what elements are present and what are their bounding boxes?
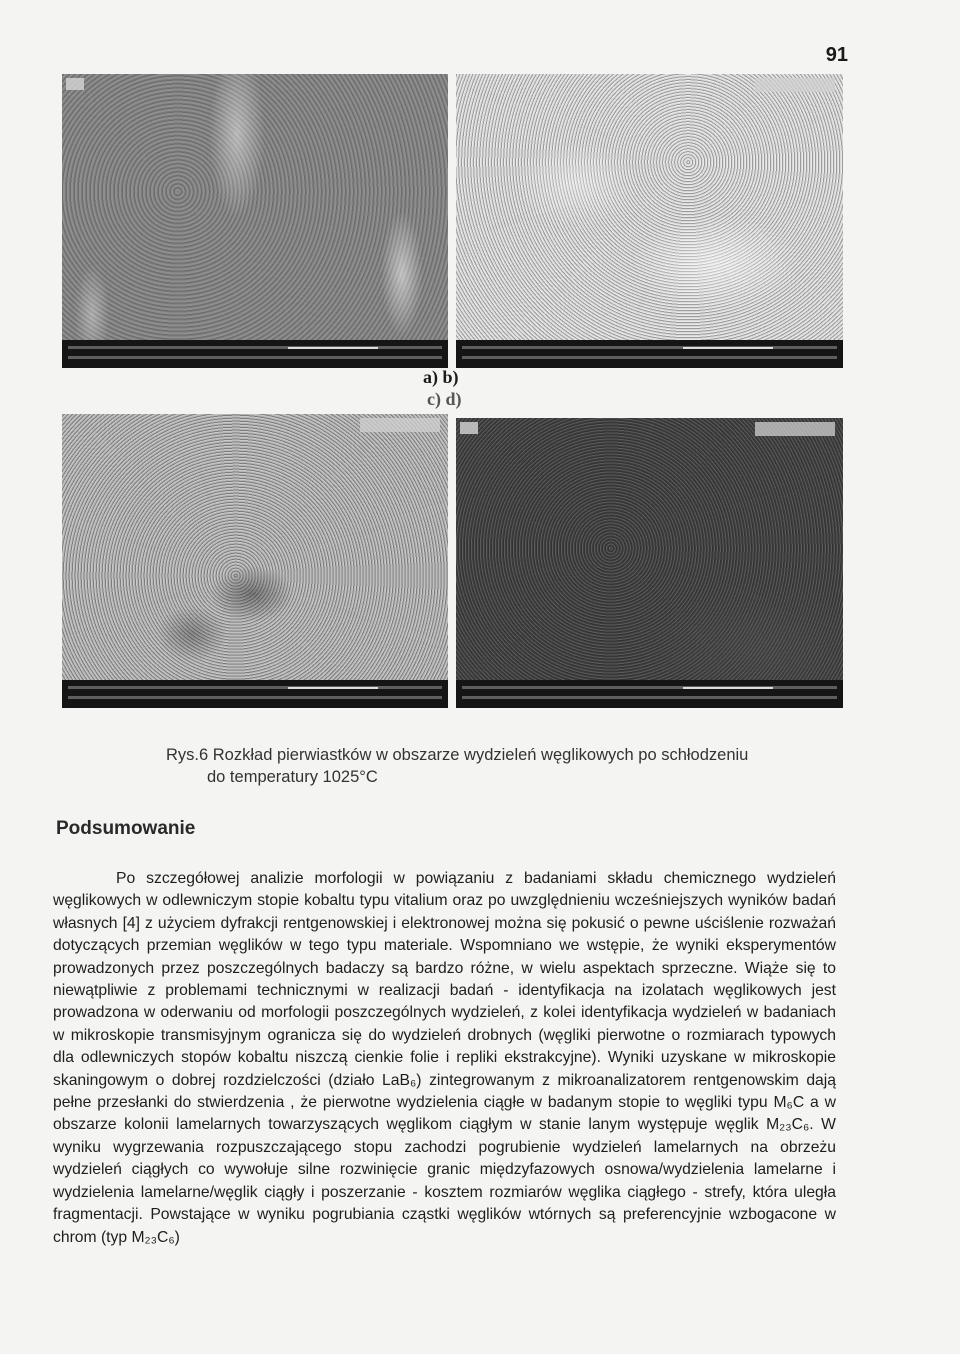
micrograph-a <box>62 74 448 368</box>
micrograph-a-scalebar <box>288 347 378 349</box>
panel-labels-ab: a) b) <box>423 367 459 387</box>
micrograph-c-databar <box>62 680 448 708</box>
micrograph-c-tag <box>360 418 440 432</box>
databar-line <box>68 346 442 349</box>
micrograph-b <box>456 74 843 368</box>
micrograph-b-databar <box>456 340 843 368</box>
micrograph-b-texture <box>456 74 843 368</box>
micrograph-a-texture <box>62 74 448 368</box>
caption-line-2: do temperatury 1025°C <box>207 768 378 786</box>
databar-line <box>68 356 442 359</box>
micrograph-c-scalebar <box>288 687 378 689</box>
databar-line <box>68 696 442 699</box>
panel-labels-cd: c) d) <box>427 389 462 409</box>
body-text <box>53 868 836 1249</box>
page-number: 91 <box>825 44 848 66</box>
databar-line <box>462 356 837 359</box>
databar-line <box>462 346 837 349</box>
micrograph-c-texture <box>62 414 448 708</box>
micrograph-d-tag <box>460 422 478 434</box>
micrograph-a-databar <box>62 340 448 368</box>
micrograph-c <box>62 414 448 708</box>
caption-line-1: Rys.6 Rozkład pierwiastków w obszarze wydzieleń węglikowych po schłodzeniu <box>166 746 749 764</box>
micrograph-b-scalebar <box>683 347 773 349</box>
micrograph-d-databar <box>456 680 843 708</box>
micrograph-d <box>456 418 843 708</box>
databar-line <box>462 696 837 699</box>
micrograph-a-tag <box>66 78 84 90</box>
databar-line <box>68 686 442 689</box>
micrograph-d-tag-right <box>755 422 835 436</box>
databar-line <box>462 686 837 689</box>
paragraph: Po szczegółowej analizie morfologii w powiązaniu z badaniami składu chemicznego wydzieleń węglikowych w odlewniczym stopie kobaltu typu vitalium oraz po uwzględnieniu wcześniejszych wyników badań własnych [4] z użyciem dyfrakcji rentgenowskiej i elektronowej można się pokusić o pewne uściślenie rozważań dotyczących przemian węglików w tego typu materiale. Wspomniano we wstępie, że wyniki eksperymentów prowadzonych przez poszczególnych badaczy są bardzo różne, w wielu aspektach sprzeczne. Wiąże się to niewątpliwie z problemami technicznymi w realizacji badań - identyfikacja na izolatach węglikowych jest prowadzona w oderwaniu od morfologii poszczególnych wydzieleń, z kolei identyfikacja wydzieleń w badaniach w mikroskopie transmisyjnym ogranicza się do wydzieleń drobnych (węgliki pierwotne o rozmiarach typowych dla odlewniczych stopów kobaltu niszczą cienkie folie i repliki ekstrakcyjne). Wyniki uzyskane w mikroskopie skaningowym o dobrej rozdzielczości (działo LaB₆) zintegrowanym z mikroanalizatorem rentgenowskim dają pełne przesłanki do stwierdzenia , że pierwotne wydzielenia ciągłe w badanym stopie to węgliki typu M₆C a w obszarze kolonii lamelarnych towarzyszących węglikom ciągłym w stanie lanym występuje węglik M₂₃C₆. W wyniku wygrzewania rozpuszczającego stopu zachodzi pogrubienie wydzieleń lamelarnych na obrzeżu wydzieleń ciągłych co wywołuje silne rozwinięcie granic międzyfazowych osnowa/wydzielenia lamelarne i wydzielenia lamelarne/węglik ciągły i poszerzanie - kosztem rozmiarów węglika ciągłego - strefy, która uległa fragmentacji. Powstające w wyniku pogrubiania cząstki węglików wtórnych są preferencyjnie wzbogacone w chrom (typ M₂₃C₆) <box>53 870 836 1246</box>
section-title: Podsumowanie <box>56 818 196 839</box>
micrograph-d-scalebar <box>683 687 773 689</box>
micrograph-d-texture <box>456 418 843 708</box>
figure-caption <box>166 744 866 788</box>
micrograph-b-tag <box>755 78 835 92</box>
